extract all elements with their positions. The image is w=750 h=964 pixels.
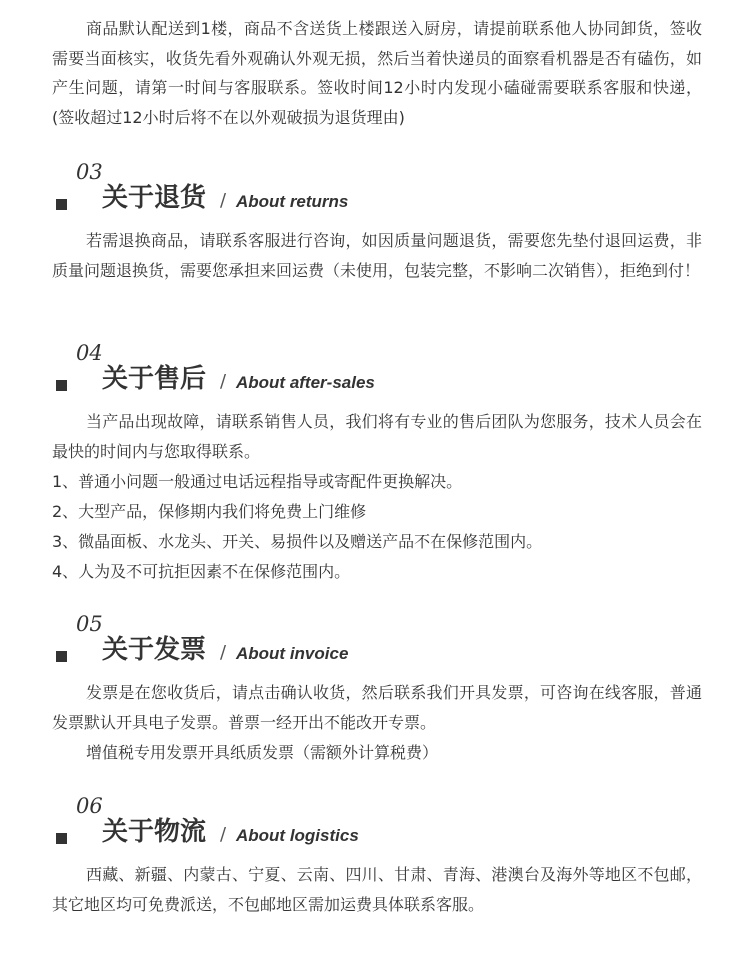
bullet-square-icon	[56, 380, 67, 391]
title-separator: /	[220, 371, 227, 392]
section-number: 03	[76, 160, 103, 184]
title-separator: /	[220, 824, 227, 845]
logistics-paragraph: 西藏、新疆、内蒙古、宁夏、云南、四川、甘肃、青海、港澳台及海外等地区不包邮，其它地区均可免费派送，不包邮地区需加运费具体联系客服。	[52, 865, 702, 914]
invoice-paragraph: 发票是在您收货后，请点击确认收货，然后联系我们开具发票，可咨询在线客服，普通发票默认开具电子发票。普票一经开出不能改开专票。	[52, 683, 702, 732]
logistics-heading	[52, 794, 712, 848]
aftersales-heading	[52, 341, 712, 395]
section-title-cn: 关于退货	[102, 183, 207, 213]
section-title-cn: 关于物流	[102, 817, 207, 847]
section-title-en: About after-sales	[236, 373, 375, 392]
section-title-en: About invoice	[236, 644, 349, 663]
section-number: 04	[76, 341, 103, 365]
section-title-cn: 关于发票	[102, 635, 207, 665]
section-number: 06	[76, 794, 103, 818]
section-title-en: About returns	[236, 192, 349, 211]
title-separator: /	[220, 642, 227, 663]
aftersales-paragraph: 当产品出现故障，请联系销售人员，我们将有专业的售后团队为您服务，技术人员会在最快的时间内与您取得联系。	[52, 412, 702, 461]
invoice-note: 增值税专用发票开具纸质发票（需额外计算税费）	[86, 743, 439, 762]
bullet-square-icon	[56, 833, 67, 844]
invoice-heading	[52, 612, 712, 666]
aftersales-item-1: 1、普通小问题一般通过电话远程指导或寄配件更换解决。	[52, 472, 463, 491]
aftersales-item-3: 3、微晶面板、水龙头、开关、易损件以及赠送产品不在保修范围内。	[52, 532, 543, 551]
intro-paragraph: 商品默认配送到1楼，商品不含送货上楼跟送入厨房，请提前联系他人协同卸货，签收需要当面核实，收货先看外观确认外观无损，然后当着快递员的面察看机器是否有磕伤，如产生问题，请第一时间与客服联系。签收时间12小时内发现小磕碰需要联系客服和快递，(签收超过12小时后将不在以外观破损为退货理由)	[52, 19, 702, 127]
returns-heading	[52, 160, 712, 214]
title-separator: /	[220, 190, 227, 211]
section-title-en: About logistics	[236, 826, 359, 845]
bullet-square-icon	[56, 651, 67, 662]
section-title-cn: 关于售后	[102, 364, 207, 394]
section-number: 05	[76, 612, 103, 636]
bullet-square-icon	[56, 199, 67, 210]
aftersales-item-2: 2、大型产品，保修期内我们将免费上门维修	[52, 502, 367, 521]
returns-paragraph: 若需退换商品，请联系客服进行咨询，如因质量问题退货，需要您先垫付退回运费，非质量问题退换货，需要您承担来回运费（未使用，包装完整，不影响二次销售），拒绝到付！	[52, 231, 702, 280]
aftersales-item-4: 4、人为及不可抗拒因素不在保修范围内。	[52, 562, 351, 581]
